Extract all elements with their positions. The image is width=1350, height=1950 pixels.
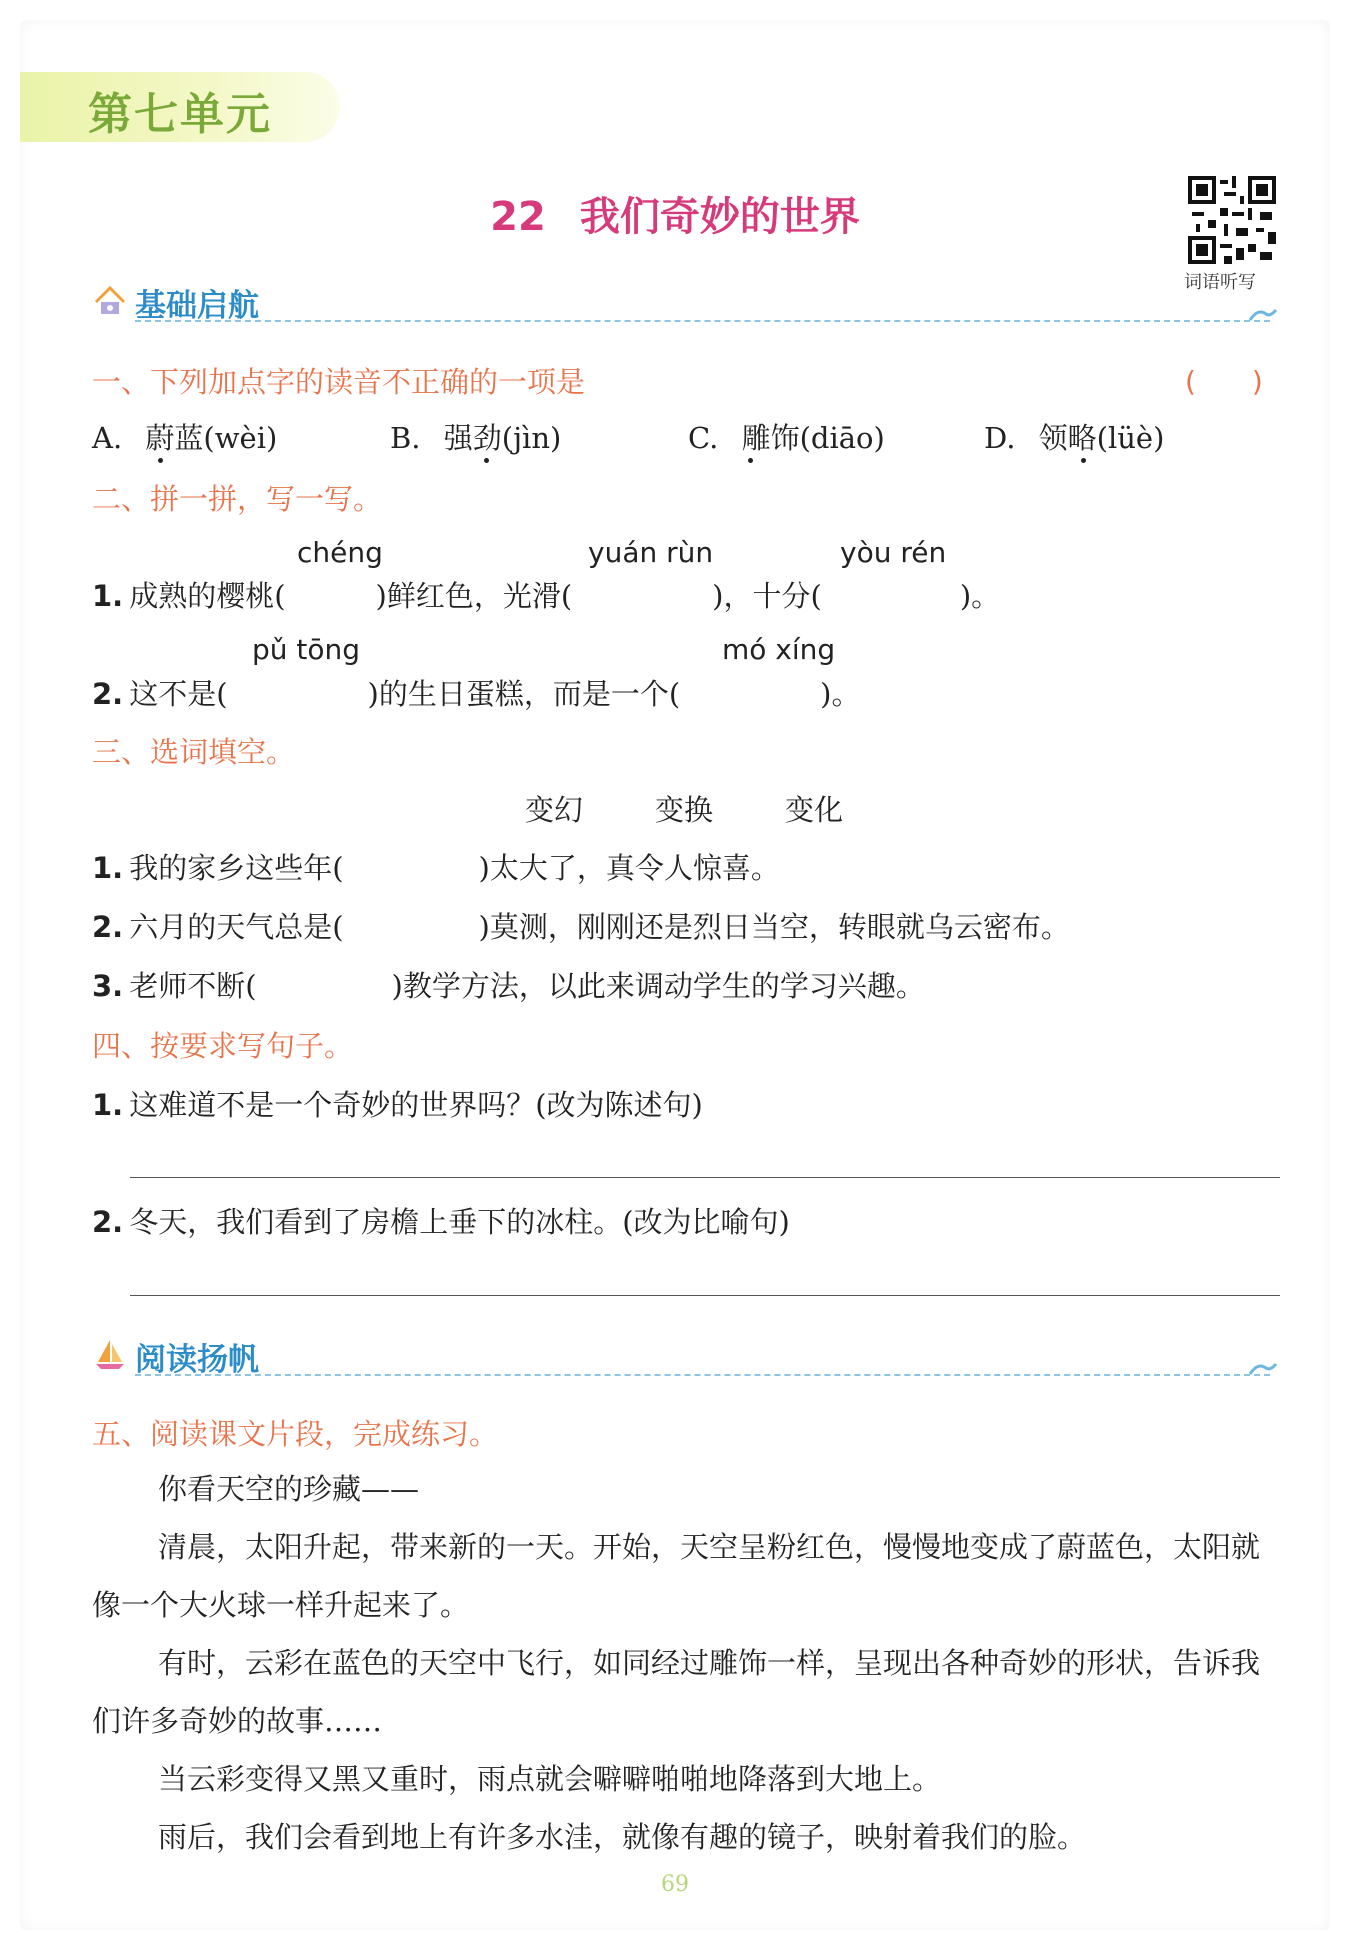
- reading-paragraph-4: 当云彩变得又黑又重时，雨点就会噼噼啪啪地降落到大地上。: [158, 1762, 942, 1796]
- word-bianhuan-1: 变幻: [525, 793, 584, 827]
- q2-item-1-part-1: 成熟的樱桃(: [129, 579, 286, 613]
- emphasis-dot: [748, 458, 753, 463]
- pinyin-yuan-run: yuán rùn: [588, 536, 714, 569]
- lesson-name: 我们奇妙的世界: [579, 194, 860, 240]
- emphasis-dot: [158, 458, 163, 463]
- emphasis-dot: [484, 458, 489, 463]
- q2-item-1-part-4: )。: [959, 579, 1001, 613]
- q2-item-1-part-3: )，十分(: [712, 579, 822, 613]
- q4-item-1: [92, 1083, 703, 1124]
- pinyin-you-ren: yòu rén: [840, 536, 947, 569]
- q3-item-2-num: 2.: [92, 910, 124, 944]
- q2-item-1-num: 1.: [92, 579, 124, 613]
- q3-item-2-b: )莫测，刚刚还是烈日当空，转眼就乌云密布。: [478, 910, 1070, 944]
- option-c-letter: C.: [688, 421, 719, 455]
- q3-item-2: [92, 905, 1070, 946]
- section-divider: [135, 1374, 1270, 1376]
- option-b[interactable]: [390, 416, 561, 457]
- q2-item-1-part-2: )鲜红色，光滑(: [375, 579, 573, 613]
- section-reading-title: 阅读扬帆: [135, 1342, 259, 1378]
- q2-item-2: [92, 672, 861, 713]
- option-a-letter: A.: [92, 421, 123, 455]
- sailboat-icon: [92, 1336, 128, 1372]
- q3-item-3-b: )教学方法，以此来调动学生的学习兴趣。: [391, 969, 925, 1003]
- answer-line-2[interactable]: [130, 1295, 1280, 1296]
- q3-item-1: [92, 846, 780, 887]
- option-a[interactable]: [92, 416, 277, 457]
- section-basic-title: 基础启航: [135, 288, 259, 324]
- qr-code-icon[interactable]: [1188, 176, 1276, 264]
- word-bianhua: 变化: [785, 793, 844, 827]
- q3-item-3: [92, 964, 925, 1005]
- q2-item-2-part-3: )。: [820, 677, 861, 711]
- answer-line-1[interactable]: [130, 1177, 1280, 1178]
- q4-item-2-num: 2.: [92, 1205, 124, 1239]
- answer-paren[interactable]: ( ): [1185, 365, 1263, 398]
- pinyin-cheng: chéng: [297, 536, 383, 569]
- q2-item-2-part-2: )的生日蛋糕，而是一个(: [367, 677, 681, 711]
- lesson-number: 22: [490, 194, 546, 240]
- option-d-text: 领略(lüè): [1038, 421, 1165, 455]
- qr-label: 词语听写: [1184, 272, 1256, 293]
- q3-item-1-a: 我的家乡这些年(: [129, 851, 344, 885]
- q3-item-3-a: 老师不断(: [129, 969, 257, 1003]
- reading-paragraph-3: 有时，云彩在蓝色的天空中飞行，如同经过雕饰一样，呈现出各种奇妙的形状，告诉我们许多奇妙的故事……: [92, 1646, 1261, 1738]
- wave-icon: [1248, 304, 1278, 324]
- pinyin-pu-tong: pǔ tōng: [252, 633, 361, 666]
- q4-item-2-text: 冬天，我们看到了房檐上垂下的冰柱。(改为比喻句): [129, 1205, 790, 1239]
- q3-item-1-b: )太大了，真令人惊喜。: [478, 851, 780, 885]
- q2-item-2-part-1: 这不是(: [129, 677, 228, 711]
- q4-item-1-num: 1.: [92, 1088, 124, 1122]
- lesson-title: [0, 185, 1350, 242]
- option-d[interactable]: [984, 416, 1164, 457]
- q2-item-2-num: 2.: [92, 677, 124, 711]
- q3-item-2-a: 六月的天气总是(: [129, 910, 344, 944]
- emphasis-dot: [1081, 458, 1086, 463]
- question-1-heading: 一、下列加点字的读音不正确的一项是: [92, 365, 586, 399]
- word-bianhuan-2: 变换: [655, 793, 714, 827]
- question-4-heading: 四、按要求写句子。: [92, 1029, 354, 1063]
- option-b-letter: B.: [390, 421, 421, 455]
- option-b-text: 强劲(jìn): [443, 421, 562, 455]
- reading-paragraph-5: 雨后，我们会看到地上有许多水洼，就像有趣的镜子，映射着我们的脸。: [158, 1820, 1087, 1854]
- q2-item-1: [92, 574, 1000, 615]
- section-divider: [135, 320, 1270, 322]
- unit-title: 第七单元: [88, 89, 272, 140]
- page-number: 69: [661, 1872, 689, 1897]
- q4-item-1-text: 这难道不是一个奇妙的世界吗？(改为陈述句): [129, 1088, 703, 1122]
- reading-paragraph-2: 清晨，太阳升起，带来新的一天。开始，天空呈粉红色，慢慢地变成了蔚蓝色，太阳就像一个大火球一样升起来了。: [92, 1530, 1261, 1622]
- wave-icon: [1248, 1358, 1278, 1378]
- option-c-text: 雕饰(diāo): [741, 421, 885, 455]
- house-icon: [92, 282, 128, 318]
- option-d-letter: D.: [984, 421, 1016, 455]
- option-a-text: 蔚蓝(wèi): [145, 421, 278, 455]
- option-c[interactable]: [688, 416, 885, 457]
- question-2-heading: 二、拼一拼，写一写。: [92, 482, 383, 516]
- q4-item-2: [92, 1200, 790, 1241]
- question-5-heading: 五、阅读课文片段，完成练习。: [92, 1417, 499, 1451]
- q3-item-3-num: 3.: [92, 969, 124, 1003]
- reading-passage: [92, 1460, 1282, 1866]
- q3-item-1-num: 1.: [92, 851, 124, 885]
- question-3-heading: 三、选词填空。: [92, 735, 296, 769]
- pinyin-mo-xing: mó xíng: [722, 633, 836, 666]
- reading-paragraph-1: 你看天空的珍藏——: [158, 1472, 420, 1506]
